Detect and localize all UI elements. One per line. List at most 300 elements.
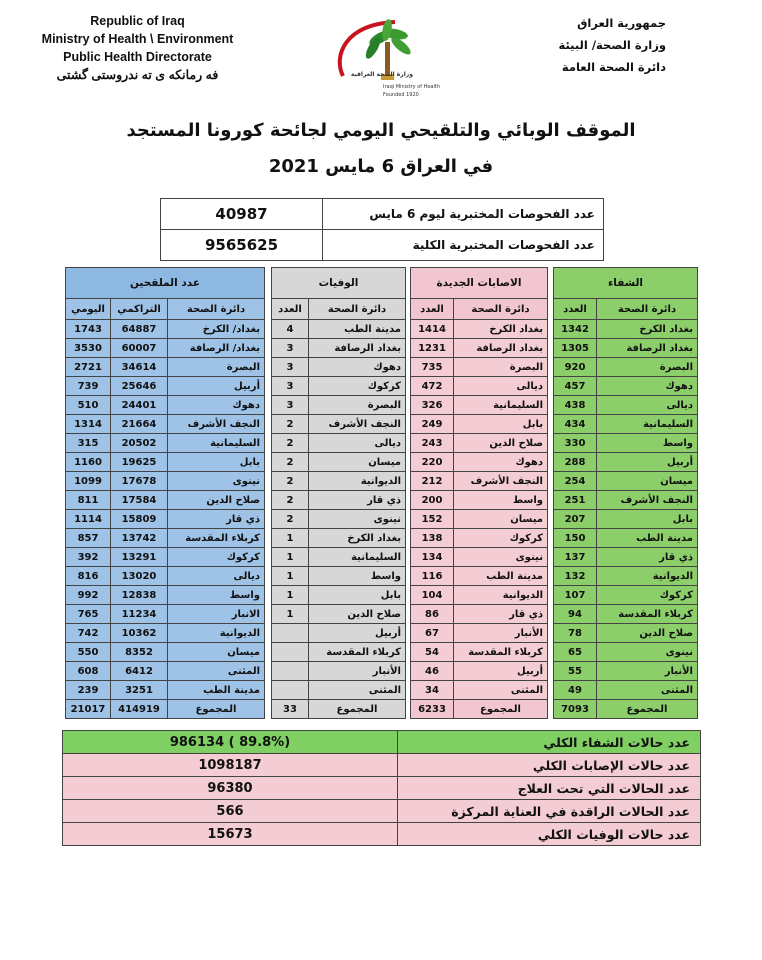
daily-vaccinated-cell: 765 xyxy=(66,605,111,624)
deaths-count-cell xyxy=(272,643,309,662)
recovered-count-cell: 107 xyxy=(554,586,597,605)
daily-vaccinated-cell: 1314 xyxy=(66,415,111,434)
cases-row xyxy=(411,643,548,662)
daily-vaccinated-cell: 392 xyxy=(66,548,111,567)
summary-value: 96380 xyxy=(63,777,398,800)
deaths-count-cell: 2 xyxy=(272,491,309,510)
header-ar xyxy=(559,12,667,78)
recovered-count-cell: 132 xyxy=(554,567,597,586)
cases-count-cell: 152 xyxy=(411,510,454,529)
health-directorate-cell: دهوك xyxy=(597,377,698,396)
daily-vaccinated-cell: 608 xyxy=(66,662,111,681)
health-directorate-cell: ذي قار xyxy=(309,491,406,510)
daily-vaccinated-cell: 1099 xyxy=(66,472,111,491)
cases-row xyxy=(411,529,548,548)
cumulative-vaccinated-cell: 60007 xyxy=(111,339,168,358)
recovered-col-count: العدد xyxy=(554,299,597,320)
col-dir-header: دائرة الصحة xyxy=(168,299,265,320)
vaccination-total-label: المجموع xyxy=(168,700,265,719)
health-directorate-cell: أربيل xyxy=(597,453,698,472)
logo-founded: Founded 1920 xyxy=(383,92,419,98)
deaths-row xyxy=(272,491,406,510)
cases-count-cell: 243 xyxy=(411,434,454,453)
recovered-row xyxy=(554,320,698,339)
deaths-col-dir: دائرة الصحة xyxy=(309,299,406,320)
daily-vaccinated-cell: 550 xyxy=(66,643,111,662)
recovered-count-cell: 65 xyxy=(554,643,597,662)
header-en-line: Republic of Iraq xyxy=(90,14,185,28)
daily-vaccinated-cell: 816 xyxy=(66,567,111,586)
col-daily-header: اليومي xyxy=(66,299,111,320)
deaths-row xyxy=(272,605,406,624)
deaths-col-count: العدد xyxy=(272,299,309,320)
health-directorate-cell: المثنى xyxy=(309,681,406,700)
recovered-row xyxy=(554,453,698,472)
deaths-title-row xyxy=(272,268,406,299)
health-directorate-cell: مدينة الطب xyxy=(168,681,265,700)
health-directorate-cell: كركوك xyxy=(597,586,698,605)
cases-col-count: العدد xyxy=(411,299,454,320)
recovered-count-cell: 330 xyxy=(554,434,597,453)
col-cum-header: التراكمي xyxy=(111,299,168,320)
cumulative-vaccinated-cell: 17678 xyxy=(111,472,168,491)
daily-vaccinated-cell: 239 xyxy=(66,681,111,700)
summary-value: 566 xyxy=(63,800,398,823)
health-directorate-cell: ذي قار xyxy=(454,605,548,624)
cumulative-vaccinated-cell: 24401 xyxy=(111,396,168,415)
cases-row xyxy=(411,548,548,567)
health-directorate-cell: كربلاء المقدسة xyxy=(597,605,698,624)
summary-row xyxy=(63,777,701,800)
cases-count-cell: 46 xyxy=(411,662,454,681)
summary-body xyxy=(63,731,701,846)
vaccination-total-row xyxy=(66,700,265,719)
cumulative-vaccinated-cell: 25646 xyxy=(111,377,168,396)
recovered-row xyxy=(554,681,698,700)
recovered-count-cell: 78 xyxy=(554,624,597,643)
health-directorate-cell: دهوك xyxy=(454,453,548,472)
deaths-row xyxy=(272,396,406,415)
summary-table xyxy=(62,730,701,846)
health-directorate-cell: بغداد الرصافة xyxy=(309,339,406,358)
vaccination-table xyxy=(65,267,265,719)
health-directorate-cell: ميسان xyxy=(168,643,265,662)
recovered-body xyxy=(554,320,698,700)
health-directorate-cell: صلاح الدين xyxy=(597,624,698,643)
deaths-count-cell: 2 xyxy=(272,434,309,453)
recovered-count-cell: 251 xyxy=(554,491,597,510)
cases-count-cell: 212 xyxy=(411,472,454,491)
vaccination-header-row xyxy=(66,299,265,320)
cases-row xyxy=(411,377,548,396)
cases-row xyxy=(411,567,548,586)
recovered-col-dir: دائرة الصحة xyxy=(597,299,698,320)
health-directorate-cell: البصرة xyxy=(597,358,698,377)
vaccination-row xyxy=(66,453,265,472)
recovered-row xyxy=(554,529,698,548)
health-directorate-cell: الديوانية xyxy=(309,472,406,491)
cases-count-cell: 134 xyxy=(411,548,454,567)
logo-text-ar: وزارة الصحة العراقية xyxy=(350,71,413,78)
deaths-row xyxy=(272,662,406,681)
health-directorate-cell: الأنبار xyxy=(309,662,406,681)
recovered-table xyxy=(553,267,698,719)
recovered-row xyxy=(554,662,698,681)
health-directorate-cell: ميسان xyxy=(597,472,698,491)
vaccination-row xyxy=(66,339,265,358)
health-directorate-cell: السليمانية xyxy=(309,548,406,567)
cases-total-row xyxy=(411,700,548,719)
deaths-row xyxy=(272,377,406,396)
vaccination-row xyxy=(66,586,265,605)
deaths-count-cell xyxy=(272,681,309,700)
deaths-header-row xyxy=(272,299,406,320)
cases-row xyxy=(411,624,548,643)
palm-tree-logo-icon xyxy=(325,16,455,102)
deaths-row xyxy=(272,510,406,529)
recovered-row xyxy=(554,339,698,358)
logo-text-en: Iraqi Ministry of Health xyxy=(383,84,441,90)
cumulative-vaccinated-cell: 3251 xyxy=(111,681,168,700)
health-directorate-cell: النجف الأشرف xyxy=(597,491,698,510)
health-directorate-cell: كربلاء المقدسة xyxy=(309,643,406,662)
cumulative-vaccinated-cell: 8352 xyxy=(111,643,168,662)
cases-row xyxy=(411,339,548,358)
cases-count-cell: 116 xyxy=(411,567,454,586)
header-en-line: Ministry of Health \ Environment xyxy=(41,32,234,46)
health-directorate-cell: أربيل xyxy=(309,624,406,643)
report-title: الموقف الوبائي والتلقيحي اليومي لجائحة كورونا المستجد xyxy=(126,120,636,141)
health-directorate-cell: صلاح الدين xyxy=(454,434,548,453)
health-directorate-cell: نينوى xyxy=(454,548,548,567)
health-directorate-cell: دهوك xyxy=(309,358,406,377)
deaths-count-cell: 1 xyxy=(272,548,309,567)
health-directorate-cell: بابل xyxy=(309,586,406,605)
health-directorate-cell: المثنى xyxy=(597,681,698,700)
daily-vaccinated-cell: 1743 xyxy=(66,320,111,339)
ministry-logo xyxy=(325,16,455,102)
deaths-row xyxy=(272,320,406,339)
deaths-count-cell xyxy=(272,662,309,681)
daily-vaccinated-cell: 992 xyxy=(66,586,111,605)
cases-count-cell: 472 xyxy=(411,377,454,396)
cases-count-cell: 200 xyxy=(411,491,454,510)
tests-table xyxy=(160,198,604,261)
health-directorate-cell: كربلاء المقدسة xyxy=(168,529,265,548)
cumulative-vaccinated-cell: 12838 xyxy=(111,586,168,605)
vaccination-row xyxy=(66,377,265,396)
health-directorate-cell: أربيل xyxy=(168,377,265,396)
health-directorate-cell: مدينة الطب xyxy=(597,529,698,548)
recovered-row xyxy=(554,510,698,529)
deaths-count-cell: 2 xyxy=(272,415,309,434)
health-directorate-cell: السليمانية xyxy=(454,396,548,415)
deaths-row xyxy=(272,358,406,377)
cases-title: الاصابات الجديدة xyxy=(411,268,548,299)
vaccination-body xyxy=(66,320,265,700)
recovered-count-cell: 207 xyxy=(554,510,597,529)
health-directorate-cell: ديالى xyxy=(309,434,406,453)
vaccination-row xyxy=(66,491,265,510)
recovered-header-row xyxy=(554,299,698,320)
recovered-count-cell: 1305 xyxy=(554,339,597,358)
summary-row xyxy=(63,823,701,846)
health-directorate-cell: صلاح الدين xyxy=(309,605,406,624)
health-directorate-cell: البصرة xyxy=(168,358,265,377)
vaccination-row xyxy=(66,434,265,453)
header-en xyxy=(30,12,245,84)
cumulative-vaccinated-cell: 10362 xyxy=(111,624,168,643)
deaths-row xyxy=(272,415,406,434)
vaccination-row xyxy=(66,529,265,548)
deaths-row xyxy=(272,434,406,453)
health-directorate-cell: مدينة الطب xyxy=(454,567,548,586)
header-ar-line: دائرة الصحة العامة xyxy=(561,60,666,74)
cases-row xyxy=(411,491,548,510)
cumulative-vaccinated-cell: 20502 xyxy=(111,434,168,453)
cases-total-label: المجموع xyxy=(454,700,548,719)
health-directorate-cell: ذي قار xyxy=(168,510,265,529)
vaccination-title: عدد الملقحين xyxy=(66,268,265,299)
deaths-row xyxy=(272,567,406,586)
recovered-row xyxy=(554,624,698,643)
vaccination-row xyxy=(66,567,265,586)
cases-row xyxy=(411,510,548,529)
cases-row xyxy=(411,605,548,624)
health-directorate-cell: كركوك xyxy=(309,377,406,396)
summary-label: عدد حالات الوفيات الكلي xyxy=(398,823,701,846)
vaccination-row xyxy=(66,662,265,681)
cases-count-cell: 326 xyxy=(411,396,454,415)
cases-col-dir: دائرة الصحة xyxy=(454,299,548,320)
health-directorate-cell: دهوك xyxy=(168,396,265,415)
cases-row xyxy=(411,662,548,681)
cases-count-cell: 735 xyxy=(411,358,454,377)
daily-vaccinated-cell: 811 xyxy=(66,491,111,510)
health-directorate-cell: البصرة xyxy=(454,358,548,377)
deaths-count-cell: 1 xyxy=(272,605,309,624)
header-ku-line: فه رمانكه ى ته ندروستى گشتى xyxy=(56,68,219,82)
recovered-count-cell: 1342 xyxy=(554,320,597,339)
recovered-count-cell: 438 xyxy=(554,396,597,415)
vaccination-row xyxy=(66,605,265,624)
cumulative-vaccinated-cell: 19625 xyxy=(111,453,168,472)
health-directorate-cell: بغداد الكرخ xyxy=(597,320,698,339)
deaths-count-cell: 1 xyxy=(272,529,309,548)
recovered-count-cell: 457 xyxy=(554,377,597,396)
health-directorate-cell: السليمانية xyxy=(597,415,698,434)
daily-vaccinated-cell: 1160 xyxy=(66,453,111,472)
vaccination-total-daily: 21017 xyxy=(66,700,111,719)
daily-vaccinated-cell: 3530 xyxy=(66,339,111,358)
cases-count-cell: 67 xyxy=(411,624,454,643)
recovered-count-cell: 137 xyxy=(554,548,597,567)
health-directorate-cell: بابل xyxy=(168,453,265,472)
cases-count-cell: 1414 xyxy=(411,320,454,339)
new-cases-table xyxy=(410,267,548,719)
summary-label: عدد حالات الشفاء الكلي xyxy=(398,731,701,754)
recovered-row xyxy=(554,434,698,453)
cases-count-cell: 1231 xyxy=(411,339,454,358)
health-directorate-cell: واسط xyxy=(597,434,698,453)
cases-row xyxy=(411,320,548,339)
header-ar-line: وزارة الصحة/ البيئة xyxy=(558,38,666,52)
health-directorate-cell: النجف الأشرف xyxy=(454,472,548,491)
cases-count-cell: 220 xyxy=(411,453,454,472)
summary-label: عدد حالات الإصابات الكلي xyxy=(398,754,701,777)
summary-value: 15673 xyxy=(63,823,398,846)
recovered-title-row xyxy=(554,268,698,299)
health-directorate-cell: المثنى xyxy=(168,662,265,681)
deaths-row xyxy=(272,548,406,567)
summary-label: عدد الحالات التي تحت العلاج xyxy=(398,777,701,800)
daily-vaccinated-cell: 510 xyxy=(66,396,111,415)
health-directorate-cell: كربلاء المقدسة xyxy=(454,643,548,662)
health-directorate-cell: النجف الأشرف xyxy=(309,415,406,434)
health-directorate-cell: واسط xyxy=(168,586,265,605)
health-directorate-cell: بغداد/ الكرخ xyxy=(168,320,265,339)
recovered-count-cell: 288 xyxy=(554,453,597,472)
health-directorate-cell: النجف الأشرف xyxy=(168,415,265,434)
cumulative-vaccinated-cell: 6412 xyxy=(111,662,168,681)
cases-row xyxy=(411,586,548,605)
cumulative-vaccinated-cell: 15809 xyxy=(111,510,168,529)
vaccination-row xyxy=(66,624,265,643)
cases-title-row xyxy=(411,268,548,299)
health-directorate-cell: ميسان xyxy=(454,510,548,529)
summary-row xyxy=(63,800,701,823)
health-directorate-cell: الانبار xyxy=(168,605,265,624)
recovered-row xyxy=(554,472,698,491)
recovered-count-cell: 254 xyxy=(554,472,597,491)
deaths-row xyxy=(272,643,406,662)
cases-count-cell: 54 xyxy=(411,643,454,662)
daily-tests-value: 40987 xyxy=(161,199,323,230)
deaths-row xyxy=(272,529,406,548)
recovered-row xyxy=(554,643,698,662)
cumulative-vaccinated-cell: 21664 xyxy=(111,415,168,434)
vaccination-row xyxy=(66,358,265,377)
deaths-row xyxy=(272,624,406,643)
deaths-row xyxy=(272,453,406,472)
summary-value: 1098187 xyxy=(63,754,398,777)
health-directorate-cell: أربيل xyxy=(454,662,548,681)
health-directorate-cell: بابل xyxy=(454,415,548,434)
recovered-row xyxy=(554,491,698,510)
vaccination-row xyxy=(66,396,265,415)
health-directorate-cell: نينوى xyxy=(309,510,406,529)
deaths-count-cell: 1 xyxy=(272,567,309,586)
daily-vaccinated-cell: 315 xyxy=(66,434,111,453)
recovered-count-cell: 920 xyxy=(554,358,597,377)
deaths-total-label: المجموع xyxy=(309,700,406,719)
cumulative-vaccinated-cell: 11234 xyxy=(111,605,168,624)
recovered-row xyxy=(554,358,698,377)
health-directorate-cell: بغداد/ الرصافة xyxy=(168,339,265,358)
cases-row xyxy=(411,472,548,491)
health-directorate-cell: الديوانية xyxy=(454,586,548,605)
daily-vaccinated-cell: 1114 xyxy=(66,510,111,529)
health-directorate-cell: ذي قار xyxy=(597,548,698,567)
recovered-count-cell: 434 xyxy=(554,415,597,434)
health-directorate-cell: الديوانية xyxy=(597,567,698,586)
health-directorate-cell: السليمانية xyxy=(168,434,265,453)
cases-row xyxy=(411,453,548,472)
health-directorate-cell: بغداد الكرخ xyxy=(309,529,406,548)
health-directorate-cell: بغداد الرصافة xyxy=(454,339,548,358)
cumulative-vaccinated-cell: 13291 xyxy=(111,548,168,567)
cases-row xyxy=(411,396,548,415)
deaths-total-row xyxy=(272,700,406,719)
header-en-line: Public Health Directorate xyxy=(63,50,212,64)
vaccination-row xyxy=(66,415,265,434)
daily-vaccinated-cell: 742 xyxy=(66,624,111,643)
health-directorate-cell: كركوك xyxy=(454,529,548,548)
cases-row xyxy=(411,415,548,434)
deaths-count-cell: 3 xyxy=(272,396,309,415)
summary-value: 986134 ( 89.8%) xyxy=(63,731,398,754)
vaccination-row xyxy=(66,320,265,339)
daily-tests-label: عدد الفحوصات المختبرية ليوم 6 مايس xyxy=(323,199,604,230)
summary-label: عدد الحالات الراقدة في العناية المركزة xyxy=(398,800,701,823)
recovered-count-cell: 150 xyxy=(554,529,597,548)
cases-body xyxy=(411,320,548,700)
deaths-count-cell: 2 xyxy=(272,510,309,529)
cases-header-row xyxy=(411,299,548,320)
deaths-count-cell: 3 xyxy=(272,377,309,396)
deaths-total: 33 xyxy=(272,700,309,719)
cases-total: 6233 xyxy=(411,700,454,719)
recovered-row xyxy=(554,377,698,396)
tests-row-total xyxy=(161,230,604,261)
health-directorate-cell: بغداد الرصافة xyxy=(597,339,698,358)
cases-count-cell: 138 xyxy=(411,529,454,548)
deaths-title: الوفيات xyxy=(272,268,406,299)
health-directorate-cell: كركوك xyxy=(168,548,265,567)
health-directorate-cell: ديالى xyxy=(454,377,548,396)
cases-count-cell: 86 xyxy=(411,605,454,624)
deaths-count-cell: 4 xyxy=(272,320,309,339)
deaths-body xyxy=(272,320,406,700)
deaths-table xyxy=(271,267,406,719)
total-tests-value: 9565625 xyxy=(161,230,323,261)
deaths-count-cell: 2 xyxy=(272,453,309,472)
recovered-row xyxy=(554,567,698,586)
recovered-count-cell: 55 xyxy=(554,662,597,681)
health-directorate-cell: الديوانية xyxy=(168,624,265,643)
recovered-total-label: المجموع xyxy=(597,700,698,719)
recovered-count-cell: 94 xyxy=(554,605,597,624)
health-directorate-cell: نينوى xyxy=(168,472,265,491)
deaths-count-cell xyxy=(272,624,309,643)
deaths-row xyxy=(272,586,406,605)
health-directorate-cell: مدينة الطب xyxy=(309,320,406,339)
cumulative-vaccinated-cell: 17584 xyxy=(111,491,168,510)
deaths-row xyxy=(272,681,406,700)
recovered-title: الشفاء xyxy=(554,268,698,299)
deaths-count-cell: 1 xyxy=(272,586,309,605)
recovered-total-row xyxy=(554,700,698,719)
health-directorate-cell: ديالى xyxy=(597,396,698,415)
daily-vaccinated-cell: 857 xyxy=(66,529,111,548)
health-directorate-cell: ديالى xyxy=(168,567,265,586)
total-tests-label: عدد الفحوصات المختبرية الكلية xyxy=(323,230,604,261)
recovered-row xyxy=(554,586,698,605)
vaccination-total-cum: 414919 xyxy=(111,700,168,719)
cases-row xyxy=(411,434,548,453)
vaccination-title-row xyxy=(66,268,265,299)
health-directorate-cell: صلاح الدين xyxy=(168,491,265,510)
